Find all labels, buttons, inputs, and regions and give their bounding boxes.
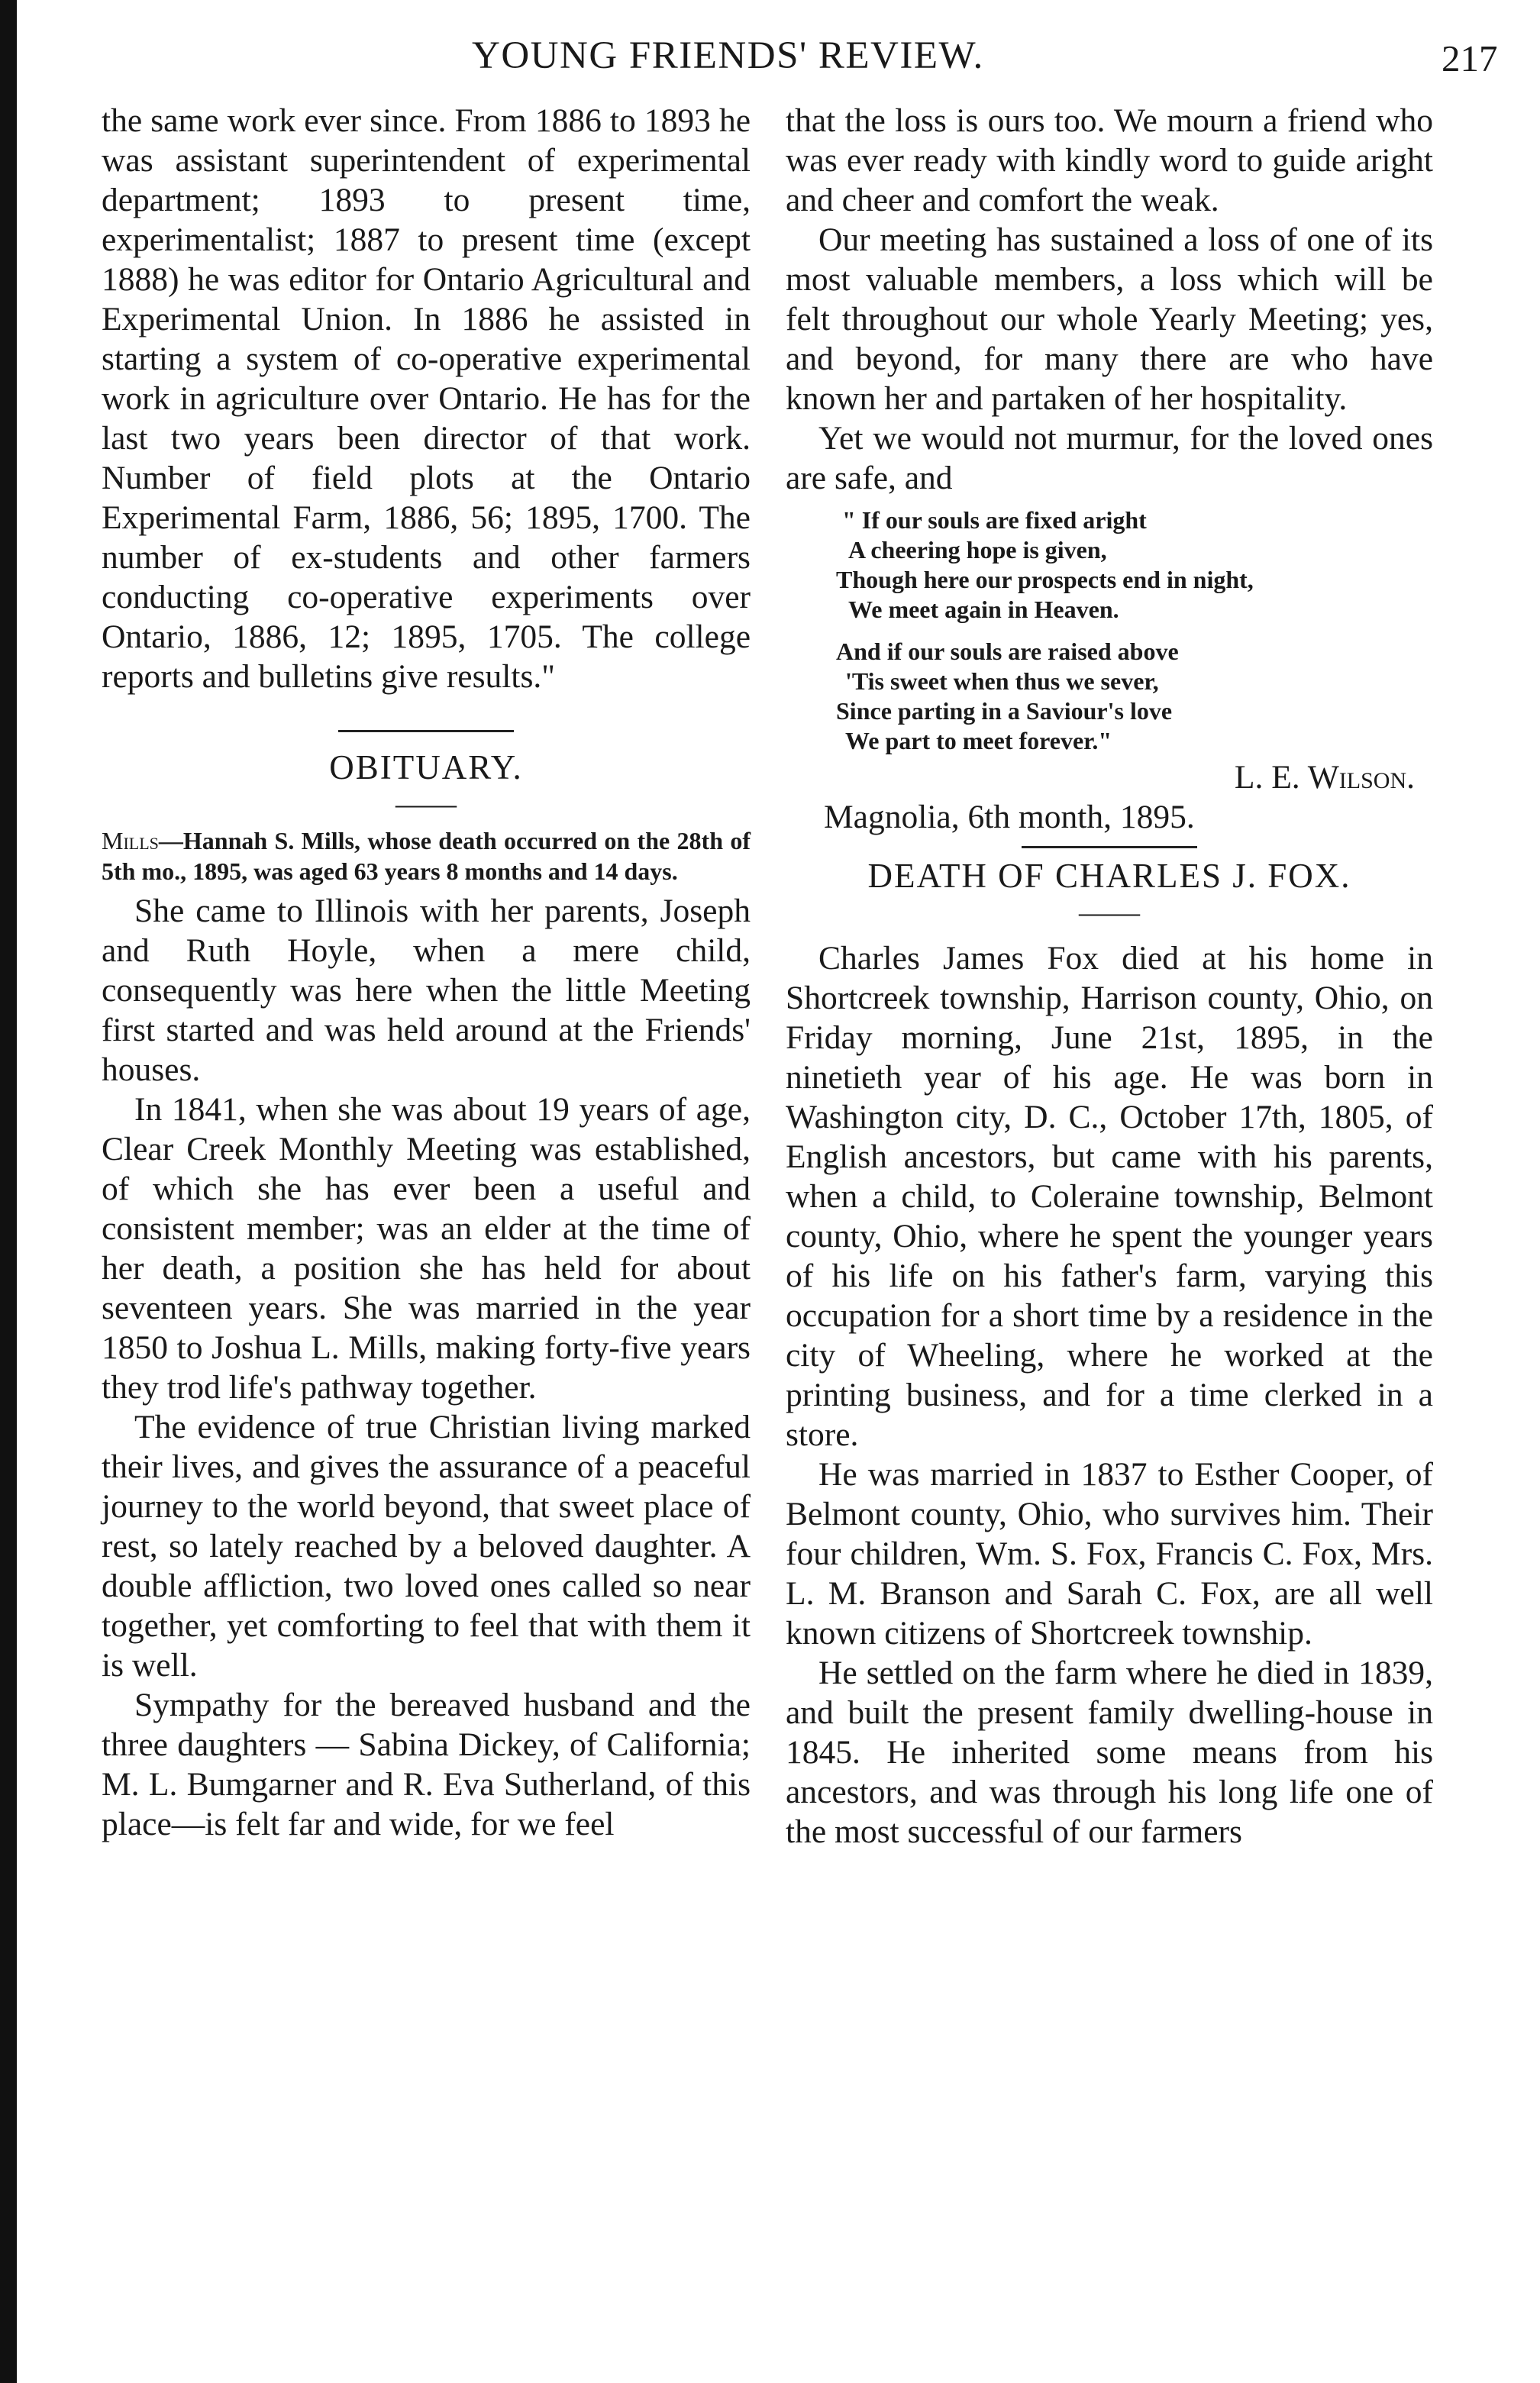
- obituary-paragraph: In 1841, when she was about 19 years of age, Clear Creek Monthly Meeting was established, of which she has ever been a useful and consistent member; was an elder at the time of her death, a position she has held for about seventeen years. She was married in the year 1850 to Joshua L. Mills, making forty-five years they trod life's pathway together.: [102, 1091, 751, 1406]
- author-signature: L. E. Wilson.: [1234, 759, 1415, 796]
- running-header: [0, 34, 1540, 87]
- poem-line: We part to meet forever.": [845, 727, 1112, 754]
- fox-paragraph: He was married in 1837 to Esther Cooper, of Belmont county, Ohio, who survives him. Their four children, Wm. S. Fox, Francis C. Fox, Mrs. L. M. Branson and Sarah C. Fox, are all well known citizens of Shortcreek township.: [786, 1456, 1433, 1652]
- obituary-paragraph: The evidence of true Christian living marked their lives, and gives the assurance of a peaceful journey to the world beyond, that sweet place of rest, so lately reached by a beloved daughter. A double affliction, two loved ones called so near together, yet comforting to feel that with them it is well.: [102, 1409, 751, 1684]
- continued-article-text: the same work ever since. From 1886 to 1893 he was assistant superintendent of experimental department; 1893 to present time, experimentalist; 1887 to present time (except 1888) he was editor for Ontario Agricultural and Experimental Union. In 1886 he assisted in starting a system of co-operative experimental work in agriculture over Ontario. He has for the last two years been director of that work. Number of field plots at the Ontario Experimental Farm, 1886, 56; 1895, 1700. The number of ex-students and other farmers conducting co-operative experiments over Ontario, 1886, 12; 1895, 1705. The college reports and bulletins give results.": [102, 102, 751, 695]
- poem-line: A cheering hope is given,: [848, 536, 1107, 563]
- obituary-paragraph: She came to Illinois with her parents, Joseph and Ruth Hoyle, when a mere child, consequently was here when the little Meeting first started and was held around at the Friends' houses.: [102, 893, 751, 1088]
- fox-paragraph: Charles James Fox died at his home in Shortcreek township, Harrison county, Ohio, on Friday morning, June 21st, 1895, in the ninetieth year of his age. He was born in Washington city, D. C., October 17th, 1805, of English ancestors, but came with his parents, when a child, to Coleraine township, Belmont county, Ohio, where he spent the younger years of his life on his father's farm, varying this occupation for a short time by a residence in the city of Wheeling, where he worked at the printing business, and for a time clerked in a store.: [786, 940, 1433, 1453]
- section-rule: [1022, 846, 1197, 848]
- poem-stanza-2: [786, 637, 1433, 756]
- poem-line: We meet again in Heaven.: [848, 596, 1119, 623]
- heading-divider: ——: [395, 786, 457, 821]
- page-binding-edge: [0, 0, 17, 2383]
- page-number: 217: [1442, 37, 1498, 79]
- journal-title: YOUNG FRIENDS' REVIEW.: [472, 34, 984, 77]
- death-notice-text: —Hannah S. Mills, whose death occurred on the 28th of 5th mo., 1895, was aged 63 years 8 months and 14 days.: [102, 827, 751, 885]
- right-column: [786, 101, 1433, 1852]
- section-rule: [338, 730, 514, 732]
- fox-paragraph: He settled on the farm where he died in 1839, and built the present family dwelling-house in 1845. He inherited some means from his ancestors, and was through his long life one of the most successful of our farmers: [786, 1655, 1433, 1850]
- continued-obituary-text: that the loss is ours too. We mourn a friend who was ever ready with kindly word to guide aright and cheer and comfort the weak.: [786, 102, 1433, 218]
- poem-line: 'Tis sweet when thus we sever,: [845, 667, 1159, 695]
- obituary-heading: OBITUARY.: [329, 748, 523, 786]
- obituary-paragraph: Our meeting has sustained a loss of one of its most valuable members, a loss which will be felt throughout our whole Yearly Meeting; yes, and beyond, for many there are who have known her and partaken of her hospitality.: [786, 221, 1433, 417]
- death-notice-name: Mills: [102, 827, 159, 854]
- death-notice: [102, 825, 751, 886]
- poem-line: And if our souls are raised above: [836, 638, 1179, 665]
- heading-divider: ——: [1079, 895, 1140, 929]
- left-column: [102, 101, 751, 1844]
- fox-obituary-heading: DEATH OF CHARLES J. FOX.: [867, 857, 1351, 895]
- poem-line: Since parting in a Saviour's love: [836, 697, 1173, 725]
- dateline: Magnolia, 6th month, 1895.: [824, 799, 1195, 835]
- poem-line: Though here our prospects end in night,: [836, 566, 1254, 593]
- poem-line: " If our souls are fixed aright: [842, 506, 1147, 534]
- poem-stanza-1: [786, 505, 1433, 625]
- obituary-paragraph: Sympathy for the bereaved husband and the three daughters — Sabina Dickey, of California; M. L. Bumgarner and R. Eva Sutherland, of this place—is felt far and wide, for we feel: [102, 1687, 751, 1842]
- obituary-paragraph: Yet we would not murmur, for the loved ones are safe, and: [786, 420, 1433, 496]
